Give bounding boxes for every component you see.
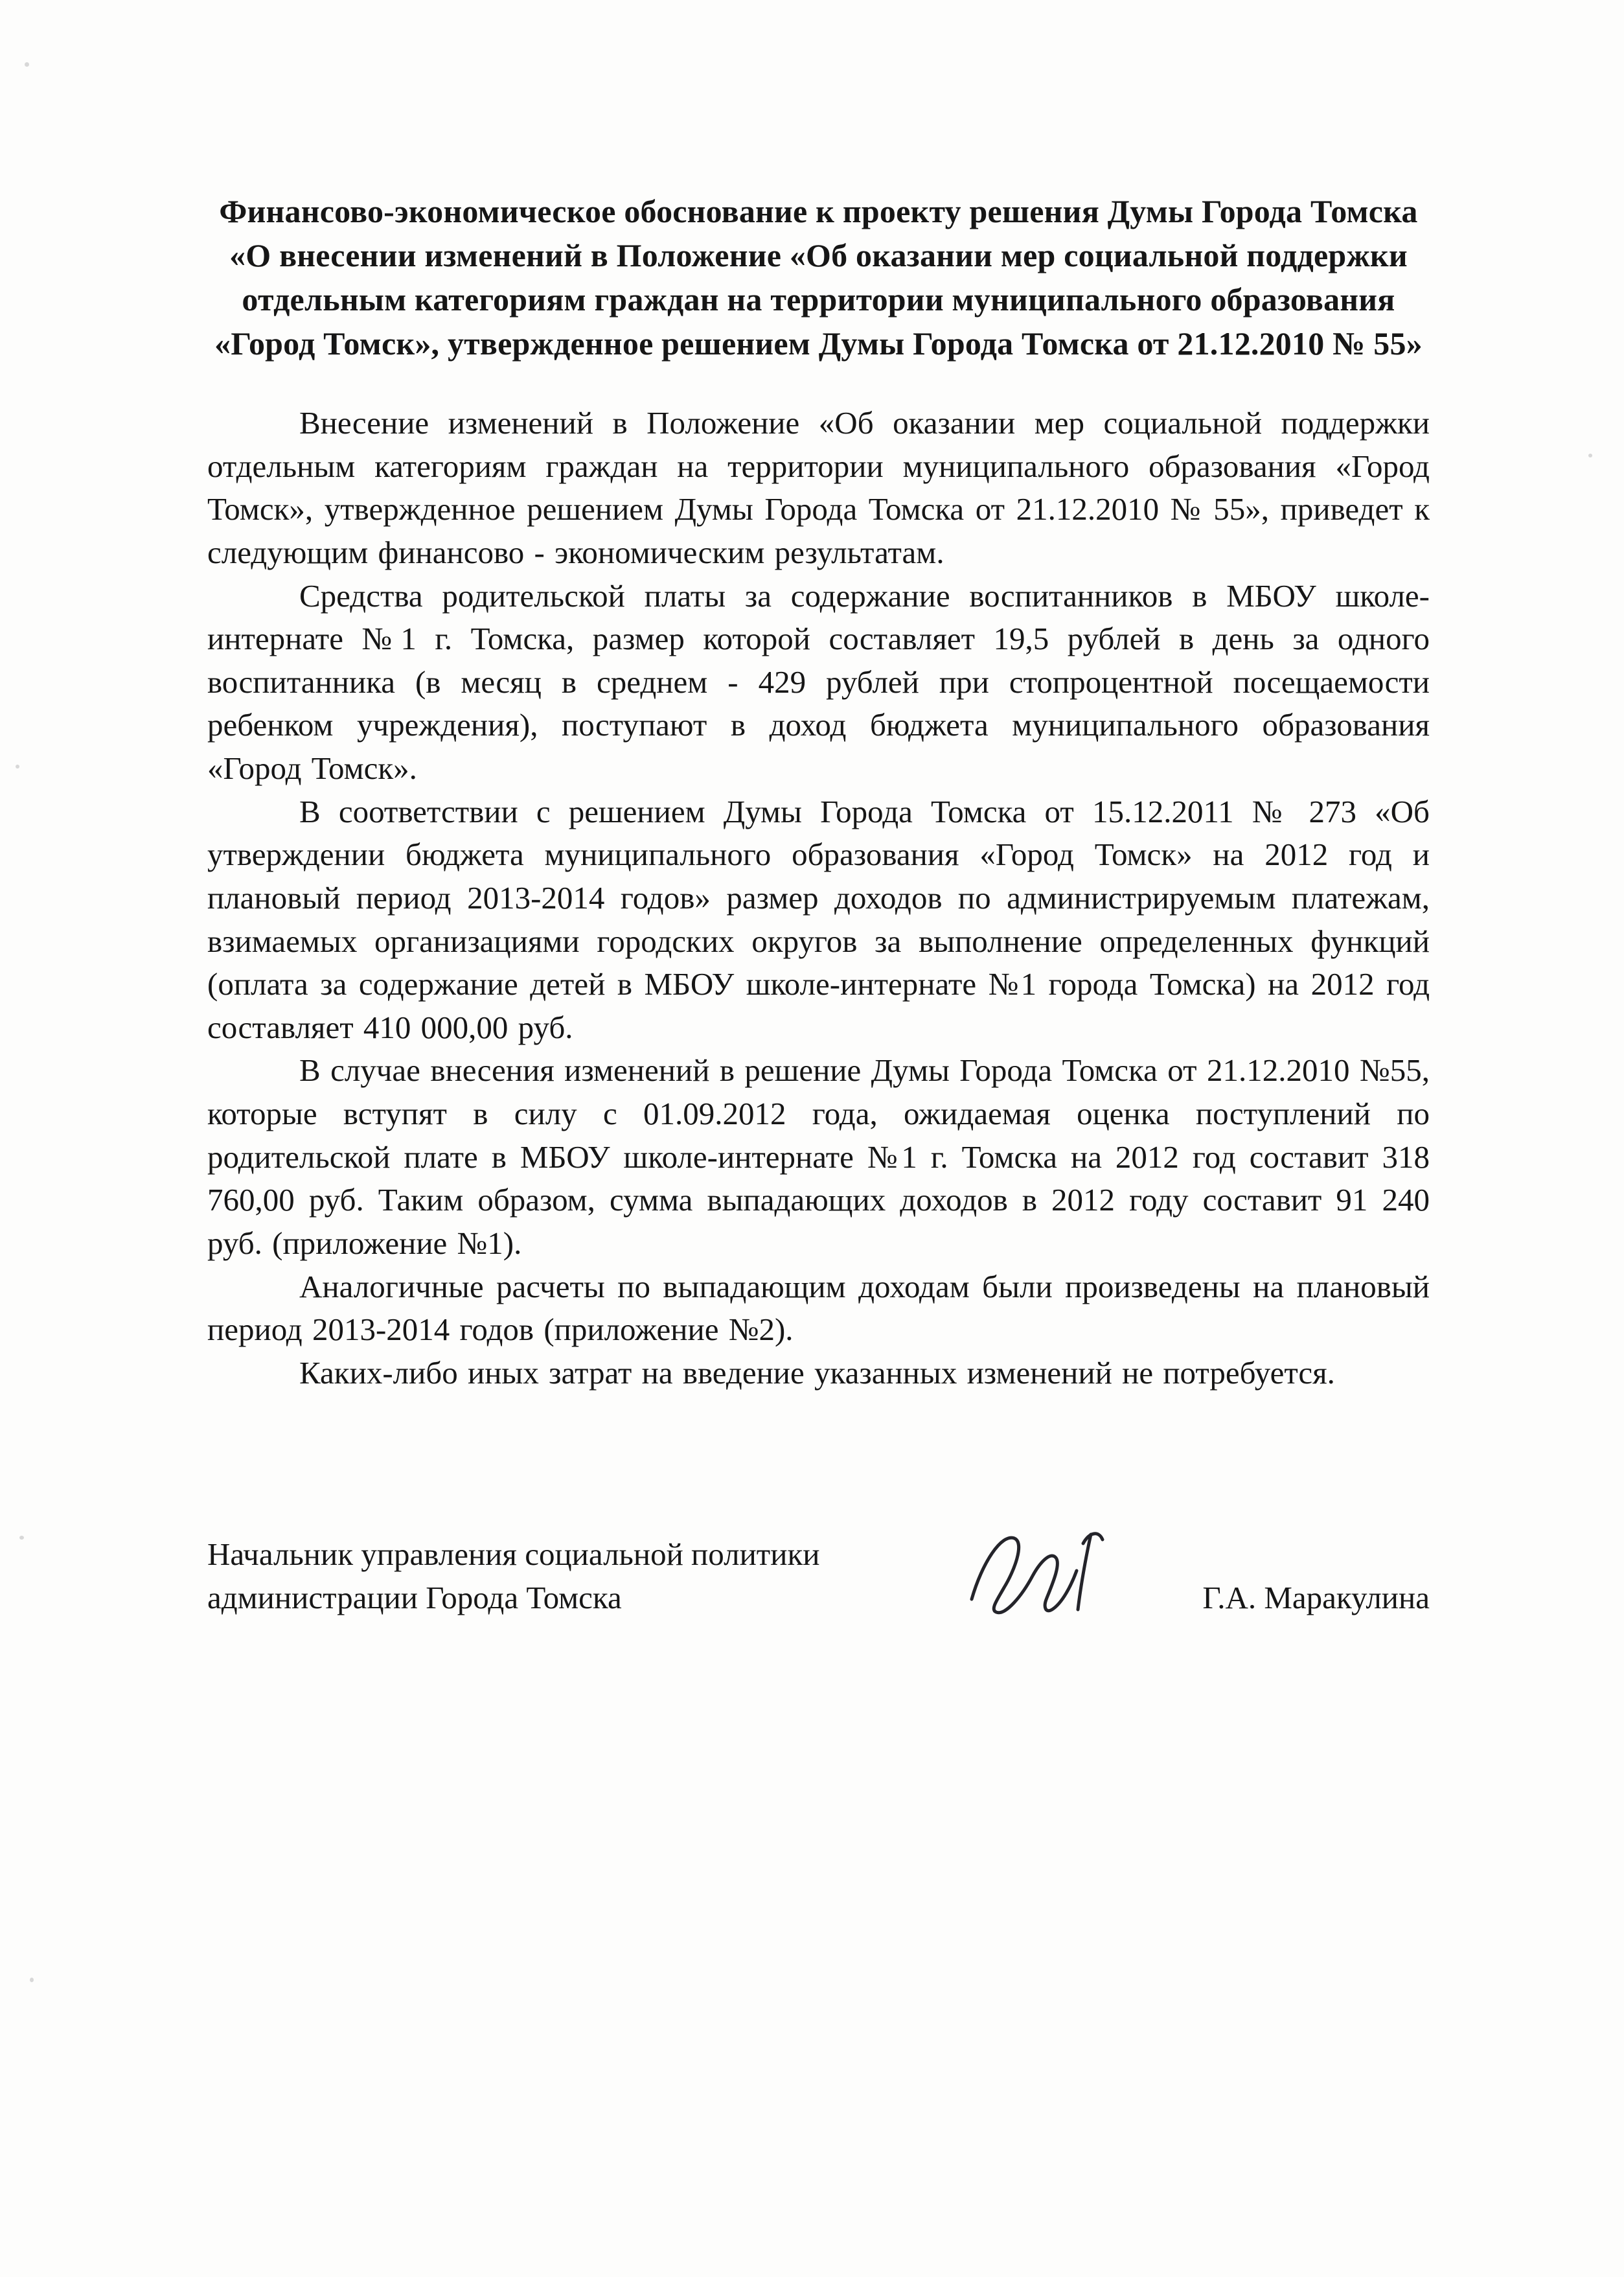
handwritten-signature-icon xyxy=(959,1524,1121,1624)
scan-speckle xyxy=(19,1536,24,1540)
signatory-position xyxy=(207,1533,819,1619)
signatory-position-line2: администрации Города Томска xyxy=(207,1579,622,1615)
signature-block xyxy=(207,1524,1430,1619)
paragraph: В случае внесения изменений в решение Думы Города Томска от 21.12.2010 №55, которые вступят в силу с 01.09.2012 года, ожидаемая оценка поступлений по родительской плате в МБОУ школе-интернате №1 г. Томска на 2012 год составит 318 760,00 руб. Таким образом, сумма выпадающих доходов в 2012 году составит 91 240 руб. (приложение №1). xyxy=(207,1052,1430,1261)
signatory-name: Г.А. Маракулина xyxy=(1202,1579,1430,1615)
paragraph: Средства родительской платы за содержание воспитанников в МБОУ школе-интернате №1 г. Томска, размер которой составляет 19,5 рублей в день за одного воспитанника (в месяц в среднем - 429 рублей при стопроцентной посещаемости ребенком учреждения), поступают в доход бюджета муниципального образования «Город Томск». xyxy=(207,577,1430,786)
paragraph: Каких-либо иных затрат на введение указанных изменений не потребуется. xyxy=(299,1354,1335,1391)
scan-speckle xyxy=(25,62,29,67)
paragraph: Внесение изменений в Положение «Об оказании мер социальной поддержки отдельным категориям граждан на территории муниципального образования «Город Томск», утвержденное решением Думы Города Томска от 21.12.2010 № 55», приведет к следующим финансово - экономическим результатам. xyxy=(207,405,1430,570)
scan-speckle xyxy=(16,765,19,769)
paragraph: В соответствии с решением Думы Города Томска от 15.12.2011 № 273 «Об утверждении бюджета муниципального образования «Город Томск» на 2012 год и плановый период 2013-2014 годов» размер доходов по администрируемым платежам, взимаемых организациями городских округов за выполнение определенных функций (оплата за содержание детей в МБОУ школе-интернате №1 города Томска) на 2012 год составляет 410 000,00 руб. xyxy=(207,793,1430,1045)
paragraph: Аналогичные расчеты по выпадающим доходам были произведены на плановый период 2013-2014 годов (приложение №2). xyxy=(207,1268,1430,1348)
document-title: Финансово-экономическое обоснование к проекту решения Думы Города Томска «О внесении изменений в Положение «Об оказании мер социальной поддержки отдельным категориям граждан на территории муниципального образования «Город Томск», утвержденное решением Думы Города Томска от 21.12.2010 № 55» xyxy=(214,193,1423,362)
scan-speckle xyxy=(1588,454,1592,457)
scan-speckle xyxy=(30,1978,34,1982)
document-body xyxy=(207,402,1430,1394)
signatory-position-line1: Начальник управления социальной политики xyxy=(207,1536,820,1573)
